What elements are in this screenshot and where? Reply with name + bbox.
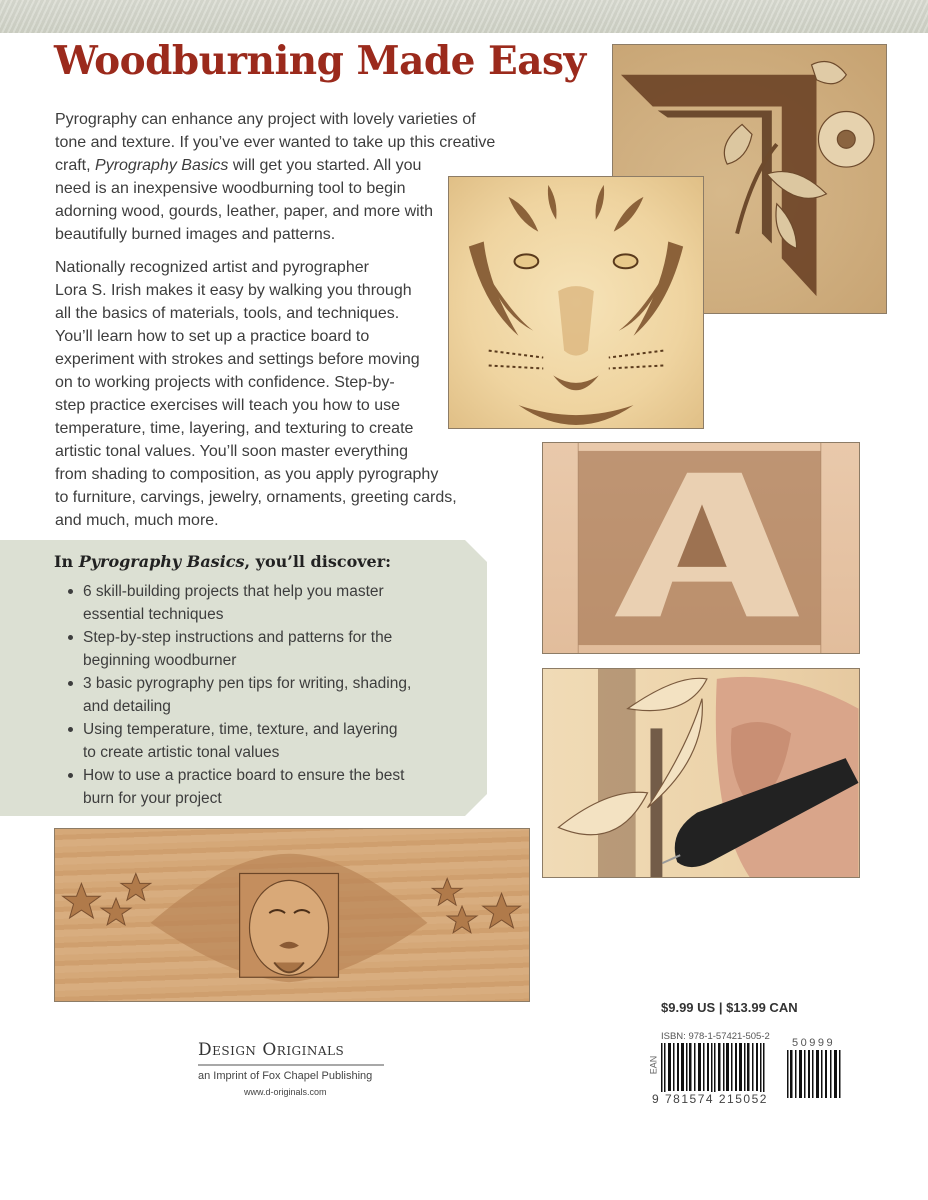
body-line: experiment with strokes and settings before moving bbox=[55, 351, 420, 368]
tiger-face-illustration bbox=[449, 177, 703, 428]
body-line: Lora S. Irish makes it easy by walking you through bbox=[55, 282, 412, 299]
body-line: and much, much more. bbox=[55, 512, 219, 529]
isbn-label: ISBN: 978-1-57421-505-2 bbox=[661, 1031, 770, 1042]
intro-line: need is an inexpensive woodburning tool to begin bbox=[55, 180, 406, 197]
publisher-name: Design Originals bbox=[198, 1040, 345, 1060]
letter-a-illustration bbox=[543, 443, 859, 653]
barcode-digits: 9 781574 215052 bbox=[652, 1092, 768, 1106]
addon-digits: 50999 bbox=[792, 1037, 836, 1049]
wind-face-illustration bbox=[55, 829, 529, 1001]
body-line: temperature, time, layering, and texturing to create bbox=[55, 420, 414, 437]
top-texture-band bbox=[0, 0, 928, 33]
body-line: all the basics of materials, tools, and techniques. bbox=[55, 305, 400, 322]
body-line: on to working projects with confidence. Step-by- bbox=[55, 374, 395, 391]
letter-a-photo bbox=[542, 442, 860, 654]
page-title: Woodburning Made Easy bbox=[54, 38, 586, 84]
wind-face-board-photo bbox=[54, 828, 530, 1002]
list-item: 3 basic pyrography pen tips for writing, shading, and detailing bbox=[68, 672, 411, 718]
price-addon-barcode bbox=[787, 1050, 841, 1098]
intro-line: Pyrography can enhance any project with lovely varieties of bbox=[55, 111, 476, 128]
hand-with-pen-illustration bbox=[543, 669, 859, 877]
discover-title: In Pyrography Basics, you’ll discover: bbox=[54, 552, 392, 571]
publisher-url: www.d-originals.com bbox=[244, 1087, 327, 1097]
body-line: artistic tonal values. You’ll soon master everything bbox=[55, 443, 409, 460]
list-item: How to use a practice board to ensure the best burn for your project bbox=[68, 764, 411, 810]
intro-line: tone and texture. If you’ve ever wanted to take up this creative bbox=[55, 134, 496, 151]
body-line: from shading to composition, as you apply pyrography bbox=[55, 466, 439, 483]
body-paragraph bbox=[55, 256, 457, 532]
publisher-divider bbox=[198, 1064, 384, 1066]
price-label: $9.99 US | $13.99 CAN bbox=[661, 1000, 798, 1015]
discover-list bbox=[68, 580, 411, 810]
intro-paragraph bbox=[55, 108, 495, 246]
publisher-imprint: an Imprint of Fox Chapel Publishing bbox=[198, 1070, 373, 1082]
tiger-photo bbox=[448, 176, 704, 429]
body-line: You’ll learn how to set up a practice board to bbox=[55, 328, 370, 345]
body-line: step practice exercises will teach you how to use bbox=[55, 397, 401, 414]
book-title-italic: Pyrography Basics bbox=[95, 157, 229, 174]
intro-line: beautifully burned images and patterns. bbox=[55, 226, 336, 243]
list-item: Using temperature, time, texture, and layering to create artistic tonal values bbox=[68, 718, 411, 764]
ean-label: EAN bbox=[648, 1055, 659, 1075]
intro-line: adorning wood, gourds, leather, paper, and more with bbox=[55, 203, 434, 220]
body-line: Nationally recognized artist and pyrographer bbox=[55, 259, 369, 276]
list-item: Step-by-step instructions and patterns for the beginning woodburner bbox=[68, 626, 411, 672]
isbn-barcode bbox=[661, 1043, 765, 1099]
hand-burning-photo bbox=[542, 668, 860, 878]
list-item: 6 skill-building projects that help you master essential techniques bbox=[68, 580, 411, 626]
body-line: to furniture, carvings, jewelry, ornaments, greeting cards, bbox=[55, 489, 457, 506]
intro-line: craft, Pyrography Basics will get you started. All you bbox=[55, 157, 422, 174]
